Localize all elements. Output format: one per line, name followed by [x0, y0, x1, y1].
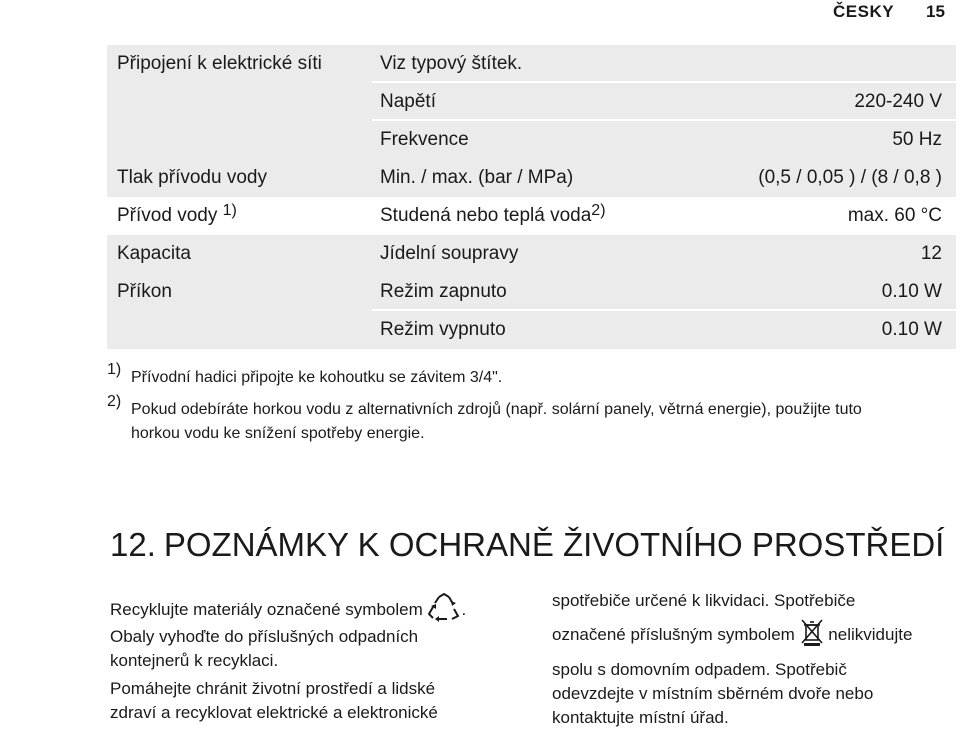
spec-label-text: Přívod vody	[117, 205, 218, 226]
spec-param: Min. / max. (bar / MPa)	[380, 167, 574, 188]
header-language: ČESKY	[833, 2, 895, 21]
paragraph-line: zdraví a recyklovat elektrické a elektronické	[110, 703, 438, 722]
table-row	[107, 235, 956, 273]
table-row	[107, 197, 956, 235]
spec-label: Připojení k elektrické síti	[117, 53, 322, 74]
paragraph-line: kontejnerů k recyklaci.	[110, 651, 279, 670]
section-title	[110, 526, 944, 564]
left-column-p1	[110, 592, 466, 629]
spec-param-text: Studená nebo teplá voda	[380, 205, 592, 226]
paragraph-line: odevzdejte v místním sběrném dvoře nebo	[552, 684, 874, 703]
spec-param: Jídelní soupravy	[380, 243, 519, 264]
spec-param: Napětí	[380, 91, 436, 112]
spec-value: 50 Hz	[892, 129, 942, 150]
footnote-text: horkou vodu ke snížení spotřeby energie.	[131, 425, 425, 442]
spec-param: Režim vypnuto	[380, 319, 506, 340]
paragraph-line: Pomáhejte chránit životní prostředí a lidské	[110, 679, 436, 698]
spec-value: 220-240 V	[854, 91, 942, 112]
spec-param: Režim zapnuto	[380, 281, 507, 302]
spec-param: Frekvence	[380, 129, 469, 150]
paragraph-line	[552, 618, 912, 653]
spec-table	[107, 45, 956, 349]
spec-value: 12	[920, 243, 942, 264]
spec-label: Tlak přívodu vody	[117, 167, 267, 188]
left-column-p3	[110, 677, 438, 725]
spec-param: Viz typový štítek.	[380, 53, 523, 74]
table-row	[107, 83, 956, 121]
recycle-text: Recyklujte materiály označené symbolem	[110, 599, 423, 619]
table-row	[107, 45, 956, 83]
paragraph-line: Obaly vyhoďte do příslušných odpadních	[110, 627, 419, 646]
section-title-text: POZNÁMKY K OCHRANĚ ŽIVOTNÍHO PROSTŘEDÍ	[163, 526, 945, 563]
crossed-bin-icon	[800, 618, 824, 653]
footnote-text: Pokud odebíráte horkou vodu z alternativních zdrojů (např. solární panely, větrná energie), použijte tuto	[131, 401, 862, 418]
paragraph-line: spolu s domovním odpadem. Spotřebič	[552, 660, 847, 679]
table-row	[107, 159, 956, 197]
right-column	[552, 589, 912, 730]
spec-label: Příkon	[117, 281, 172, 302]
table-row	[107, 121, 956, 159]
footnote-number: 2)	[107, 393, 122, 410]
recycle-text-end: .	[461, 599, 467, 619]
bin-text: nelikvidujte	[828, 624, 913, 644]
paragraph-line: kontaktujte místní úřad.	[552, 708, 729, 727]
bin-text: označené příslušným symbolem	[552, 624, 795, 644]
recycle-icon	[427, 592, 461, 629]
table-row	[107, 273, 956, 311]
footnote-number: 1)	[107, 361, 122, 378]
footnote-ref: 1)	[222, 202, 237, 219]
footnote-ref: 2)	[591, 202, 606, 219]
spec-value: max. 60 °C	[847, 205, 942, 226]
paragraph-line: spotřebiče určené k likvidaci. Spotřebiče	[552, 591, 856, 610]
spec-label	[117, 197, 237, 235]
spec-label: Kapacita	[117, 243, 191, 264]
spec-value: (0,5 / 0,05 ) / (8 / 0,8 )	[758, 167, 942, 188]
spec-value: 0.10 W	[881, 319, 942, 340]
left-column-p2	[110, 625, 418, 673]
spec-value: 0.10 W	[881, 281, 942, 302]
table-row	[107, 311, 956, 349]
page-number: 15	[926, 2, 945, 21]
section-number: 12.	[110, 526, 156, 563]
spec-param	[380, 197, 606, 235]
footnote-text: Přívodní hadici připojte ke kohoutku se závitem 3/4".	[131, 369, 503, 386]
